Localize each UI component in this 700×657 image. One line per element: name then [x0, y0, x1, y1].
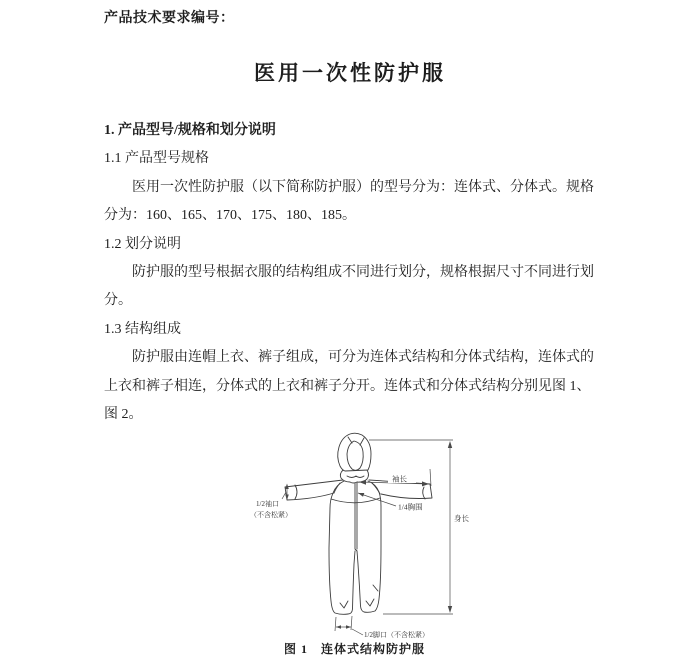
- dimension-lines: [282, 440, 453, 635]
- section-1-2-heading: 1.2 划分说明: [104, 236, 181, 252]
- para-1-line-1: 医用一次性防护服（以下简称防护服）的型号分为：连体式、分体式。规格: [132, 179, 594, 195]
- label-half-cuff-note: （不含松紧）: [250, 511, 292, 519]
- para-3-line-2: 上衣和裤子相连，分体式的上衣和裤子分开。连体式和分体式结构分别见图 1、: [104, 378, 591, 394]
- fabric-fold-marks: [340, 585, 378, 608]
- figure-1-caption: 图 1 连体式结构防护服: [284, 642, 426, 656]
- left-cuff-elastic: [295, 485, 297, 499]
- cuff-leader-line: [282, 492, 286, 499]
- label-sleeve-length: 袖长: [392, 474, 407, 484]
- suit-outline: [285, 433, 432, 614]
- chest-leader-line: [358, 493, 396, 506]
- left-armhole-seam: [334, 483, 340, 493]
- ankle-ticks: [335, 616, 352, 631]
- section-1-3-heading: 1.3 结构组成: [104, 321, 181, 337]
- collar-gather: [347, 476, 364, 478]
- para-1-line-2: 分为：160、165、170、175、180、185。: [104, 208, 356, 224]
- para-2-line-1: 防护服的型号根据衣服的结构组成不同进行划分，规格根据尺寸不同进行划: [132, 264, 594, 280]
- ankle-leader-line: [352, 629, 363, 635]
- protective-suit-diagram: [240, 430, 475, 642]
- hood-outline: [338, 433, 371, 471]
- sleeve-end-tick: [430, 469, 431, 486]
- doc-number-label: 产品技术要求编号：: [104, 11, 235, 26]
- front-zipper: [355, 483, 357, 551]
- hood-face-opening: [347, 441, 363, 470]
- figure-1: [240, 430, 475, 657]
- chest-seam: [331, 498, 380, 503]
- para-3-line-3: 图 2。: [104, 406, 143, 422]
- section-1-1-heading: 1.1 产品型号规格: [104, 151, 209, 167]
- section-1-heading: 1. 产品型号/规格和划分说明: [104, 123, 276, 138]
- para-2-line-2: 分。: [104, 293, 132, 309]
- label-half-ankle: 1/2脚口（不含松紧）: [364, 631, 429, 639]
- label-body-length: 身长: [454, 514, 469, 523]
- para-3-line-1: 防护服由连帽上衣、裤子组成，可分为连体式结构和分体式结构，连体式的: [132, 350, 594, 366]
- document-body: [104, 117, 597, 429]
- label-half-cuff: 1/2袖口: [256, 500, 279, 508]
- label-quarter-chest: 1/4胸围: [398, 502, 423, 512]
- right-armhole-seam: [372, 483, 380, 494]
- body-right-outline: [357, 481, 381, 612]
- document-title: 医用一次性防护服: [254, 61, 446, 85]
- body-left-outline: [329, 481, 355, 614]
- right-cuff-elastic: [423, 487, 425, 499]
